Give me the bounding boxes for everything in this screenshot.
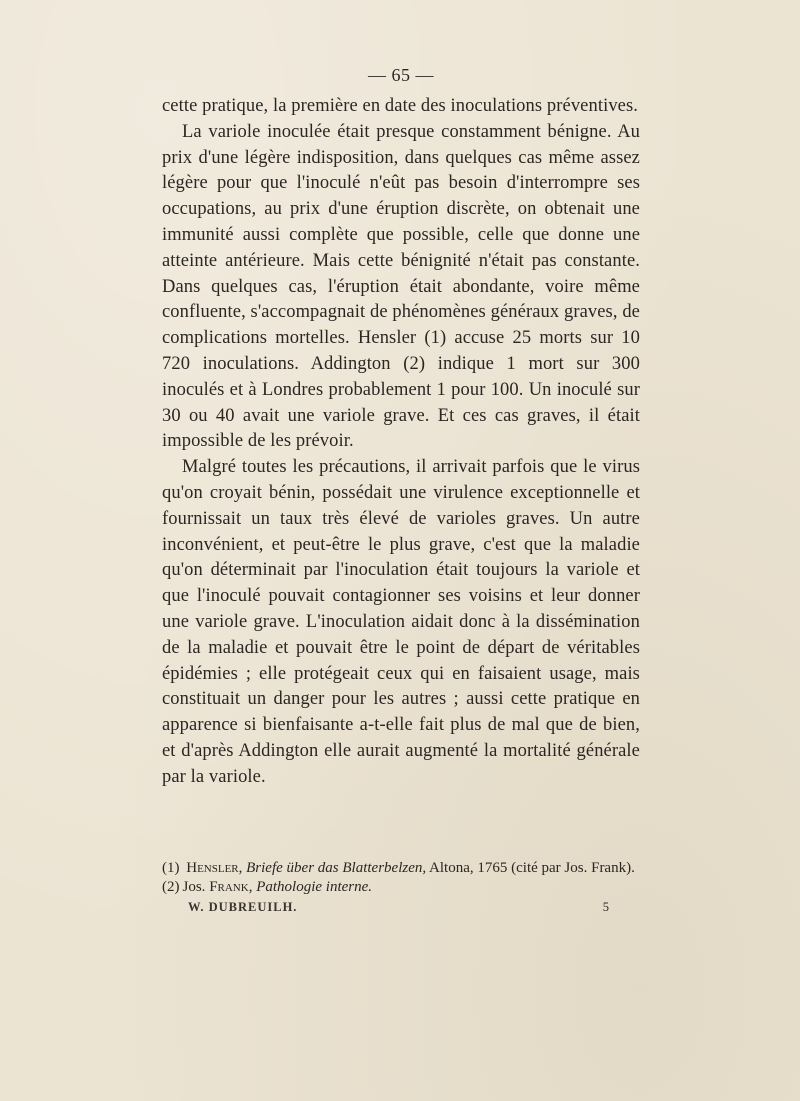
footnote-1-author: Hensler, (186, 859, 243, 876)
footnote-1-rest: Altona, 1765 (cité par Jos. Frank). (429, 859, 635, 876)
footnote-1-title: Briefe über das Blatterbelzen, (246, 859, 427, 876)
paragraph-variole-inoculee: La variole inoculée était presque constamment bénigne. Au prix d'une légère indisposition, dans quelques cas même assez légère pour que l'inoculé n'eût pas besoin d'interrompre ses occupations, au prix d'une éruption discrète, on obtenait une immunité aussi complète que possible, celle que donne une atteinte antérieure. Mais cette bénignité n'était pas constante. Dans quelques cas, l'éruption était abondante, voire même confluente, s'accompagnait de phénomènes généraux graves, de complications mortelles. Hensler (1) accuse 25 morts sur 10 720 inoculations. Addington (2) indique 1 mort sur 300 inoculés et à Londres probablement 1 pour 100. Un inoculé sur 30 ou 40 avait une variole grave. Et ces cas graves, il était impossible de les prévoir. (162, 121, 640, 452)
paragraph-continuation: cette pratique, la première en date des inoculations préventives. (162, 96, 639, 116)
footnote-2-title: Pathologie interne. (256, 878, 373, 895)
document-page (162, 60, 640, 915)
sheet-number: 5 (602, 899, 610, 914)
footnote-2-author: Frank, (209, 878, 253, 895)
footnotes (162, 859, 640, 897)
body-text (162, 94, 640, 791)
footnote-2-author-prefix: Jos. (182, 878, 206, 895)
page-number: — 65 — (368, 65, 434, 85)
footnote-1-number: (1) (162, 859, 180, 876)
footnote-1 (162, 859, 640, 878)
footnote-2 (162, 878, 640, 897)
spacer (162, 791, 640, 859)
paragraph-precautions: Malgré toutes les précautions, il arrivait parfois que le virus qu'on croyait bénin, possédait une virulence exceptionnelle et fournissait un taux très élevé de varioles graves. Un autre inconvénient, et peut-être le plus grave, c'est que la maladie qu'on déterminait par l'inoculation était toujours la variole et que l'inoculé pouvait contagionner ses voisins et leur donner une variole grave. L'inoculation aidait donc à la dissémination de la maladie et pouvait être le point de départ de véritables épidémies ; elle protégeait ceux qui en faisaient usage, mais constituait un danger pour les autres ; aussi cette pratique en apparence si bienfaisante a-t-elle fait plus de mal que de bien, et d'après Addington elle aurait augmenté la mortalité générale par la variole. (162, 457, 640, 787)
page-footer (162, 900, 640, 915)
footnote-2-number: (2) (162, 878, 180, 895)
printer-signature: W. DUBREUILH. (188, 899, 298, 914)
